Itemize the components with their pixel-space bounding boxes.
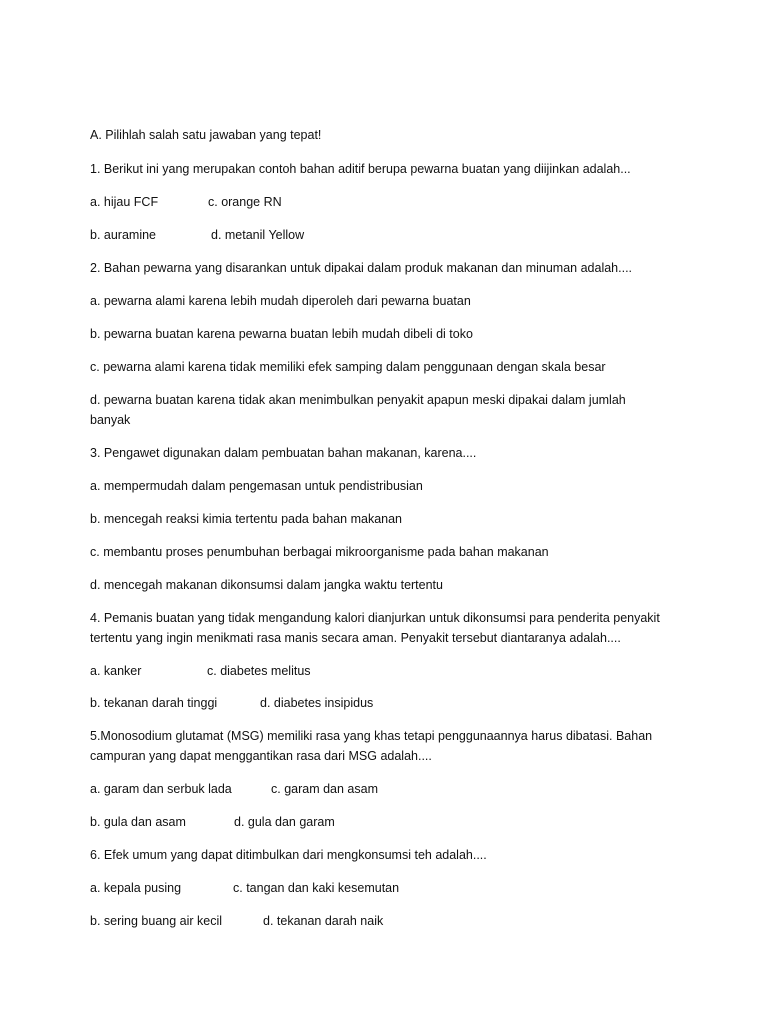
question-1-options-row-2	[90, 225, 305, 245]
question-6-option-c: c. tangan dan kaki kesemutan	[233, 881, 400, 895]
question-3-option-d: d. mencegah makanan dikonsumsi dalam jangka waktu tertentu	[90, 578, 443, 592]
question-1-options-row-1	[90, 192, 282, 212]
question-4-text-line-2: tertentu yang ingin menikmati rasa manis secara aman. Penyakit tersebut diantaranya adalah....	[90, 631, 621, 645]
question-2-option-b: b. pewarna buatan karena pewarna buatan lebih mudah dibeli di toko	[90, 327, 473, 341]
question-1-text: 1. Berikut ini yang merupakan contoh bahan aditif berupa pewarna buatan yang diijinkan adalah...	[90, 162, 631, 176]
question-6-option-b: b. sering buang air kecil	[90, 914, 223, 928]
question-5-option-c: c. garam dan asam	[271, 782, 378, 796]
question-4-text-line-1: 4. Pemanis buatan yang tidak mengandung kalori dianjurkan untuk dikonsumsi para penderita penyakit	[90, 611, 660, 625]
question-1-option-d: d. metanil Yellow	[211, 228, 305, 242]
question-4-option-a: a. kanker	[90, 664, 142, 678]
question-2-option-d-line-2: banyak	[90, 413, 131, 427]
question-5-option-b: b. gula dan asam	[90, 815, 186, 829]
question-1-option-b: b. auramine	[90, 228, 157, 242]
question-4-options-row-1	[90, 661, 311, 681]
question-5-text-line-2: campuran yang dapat menggantikan rasa dari MSG adalah....	[90, 749, 432, 763]
question-5-options-row-1	[90, 779, 378, 799]
question-6-option-d: d. tekanan darah naik	[263, 914, 384, 928]
question-5-option-a: a. garam dan serbuk lada	[90, 782, 232, 796]
question-5-text-line-1: 5.Monosodium glutamat (MSG) memiliki rasa yang khas tetapi penggunaannya harus dibatasi. Bahan	[90, 729, 653, 743]
question-5-option-d: d. gula dan garam	[234, 815, 335, 829]
section-title: A. Pilihlah salah satu jawaban yang tepat!	[90, 128, 322, 142]
question-4-option-d: d. diabetes insipidus	[260, 696, 374, 710]
question-6-options-row-1	[90, 878, 400, 898]
question-6-option-a: a. kepala pusing	[90, 881, 182, 895]
question-2-text: 2. Bahan pewarna yang disarankan untuk dipakai dalam produk makanan dan minuman adalah....	[90, 261, 633, 275]
question-6-options-row-2	[90, 911, 384, 931]
question-1-option-a: a. hijau FCF	[90, 195, 159, 209]
question-2-option-c: c. pewarna alami karena tidak memiliki efek samping dalam penggunaan dengan skala besar	[90, 360, 606, 374]
question-4-option-b: b. tekanan darah tinggi	[90, 696, 218, 710]
question-3-option-c: c. membantu proses penumbuhan berbagai mikroorganisme pada bahan makanan	[90, 545, 549, 559]
question-4-option-c: c. diabetes melitus	[207, 664, 311, 678]
question-4-options-row-2	[90, 693, 374, 713]
question-2-option-a: a. pewarna alami karena lebih mudah diperoleh dari pewarna buatan	[90, 294, 471, 308]
question-3-text: 3. Pengawet digunakan dalam pembuatan bahan makanan, karena....	[90, 446, 477, 460]
question-1-option-c: c. orange RN	[208, 195, 282, 209]
question-5-options-row-2	[90, 812, 335, 832]
question-6-text: 6. Efek umum yang dapat ditimbulkan dari mengkonsumsi teh adalah....	[90, 848, 487, 862]
question-3-option-a: a. mempermudah dalam pengemasan untuk pendistribusian	[90, 479, 423, 493]
question-3-option-b: b. mencegah reaksi kimia tertentu pada bahan makanan	[90, 512, 402, 526]
question-2-option-d-line-1: d. pewarna buatan karena tidak akan menimbulkan penyakit apapun meski dipakai dalam jumlah	[90, 393, 626, 407]
